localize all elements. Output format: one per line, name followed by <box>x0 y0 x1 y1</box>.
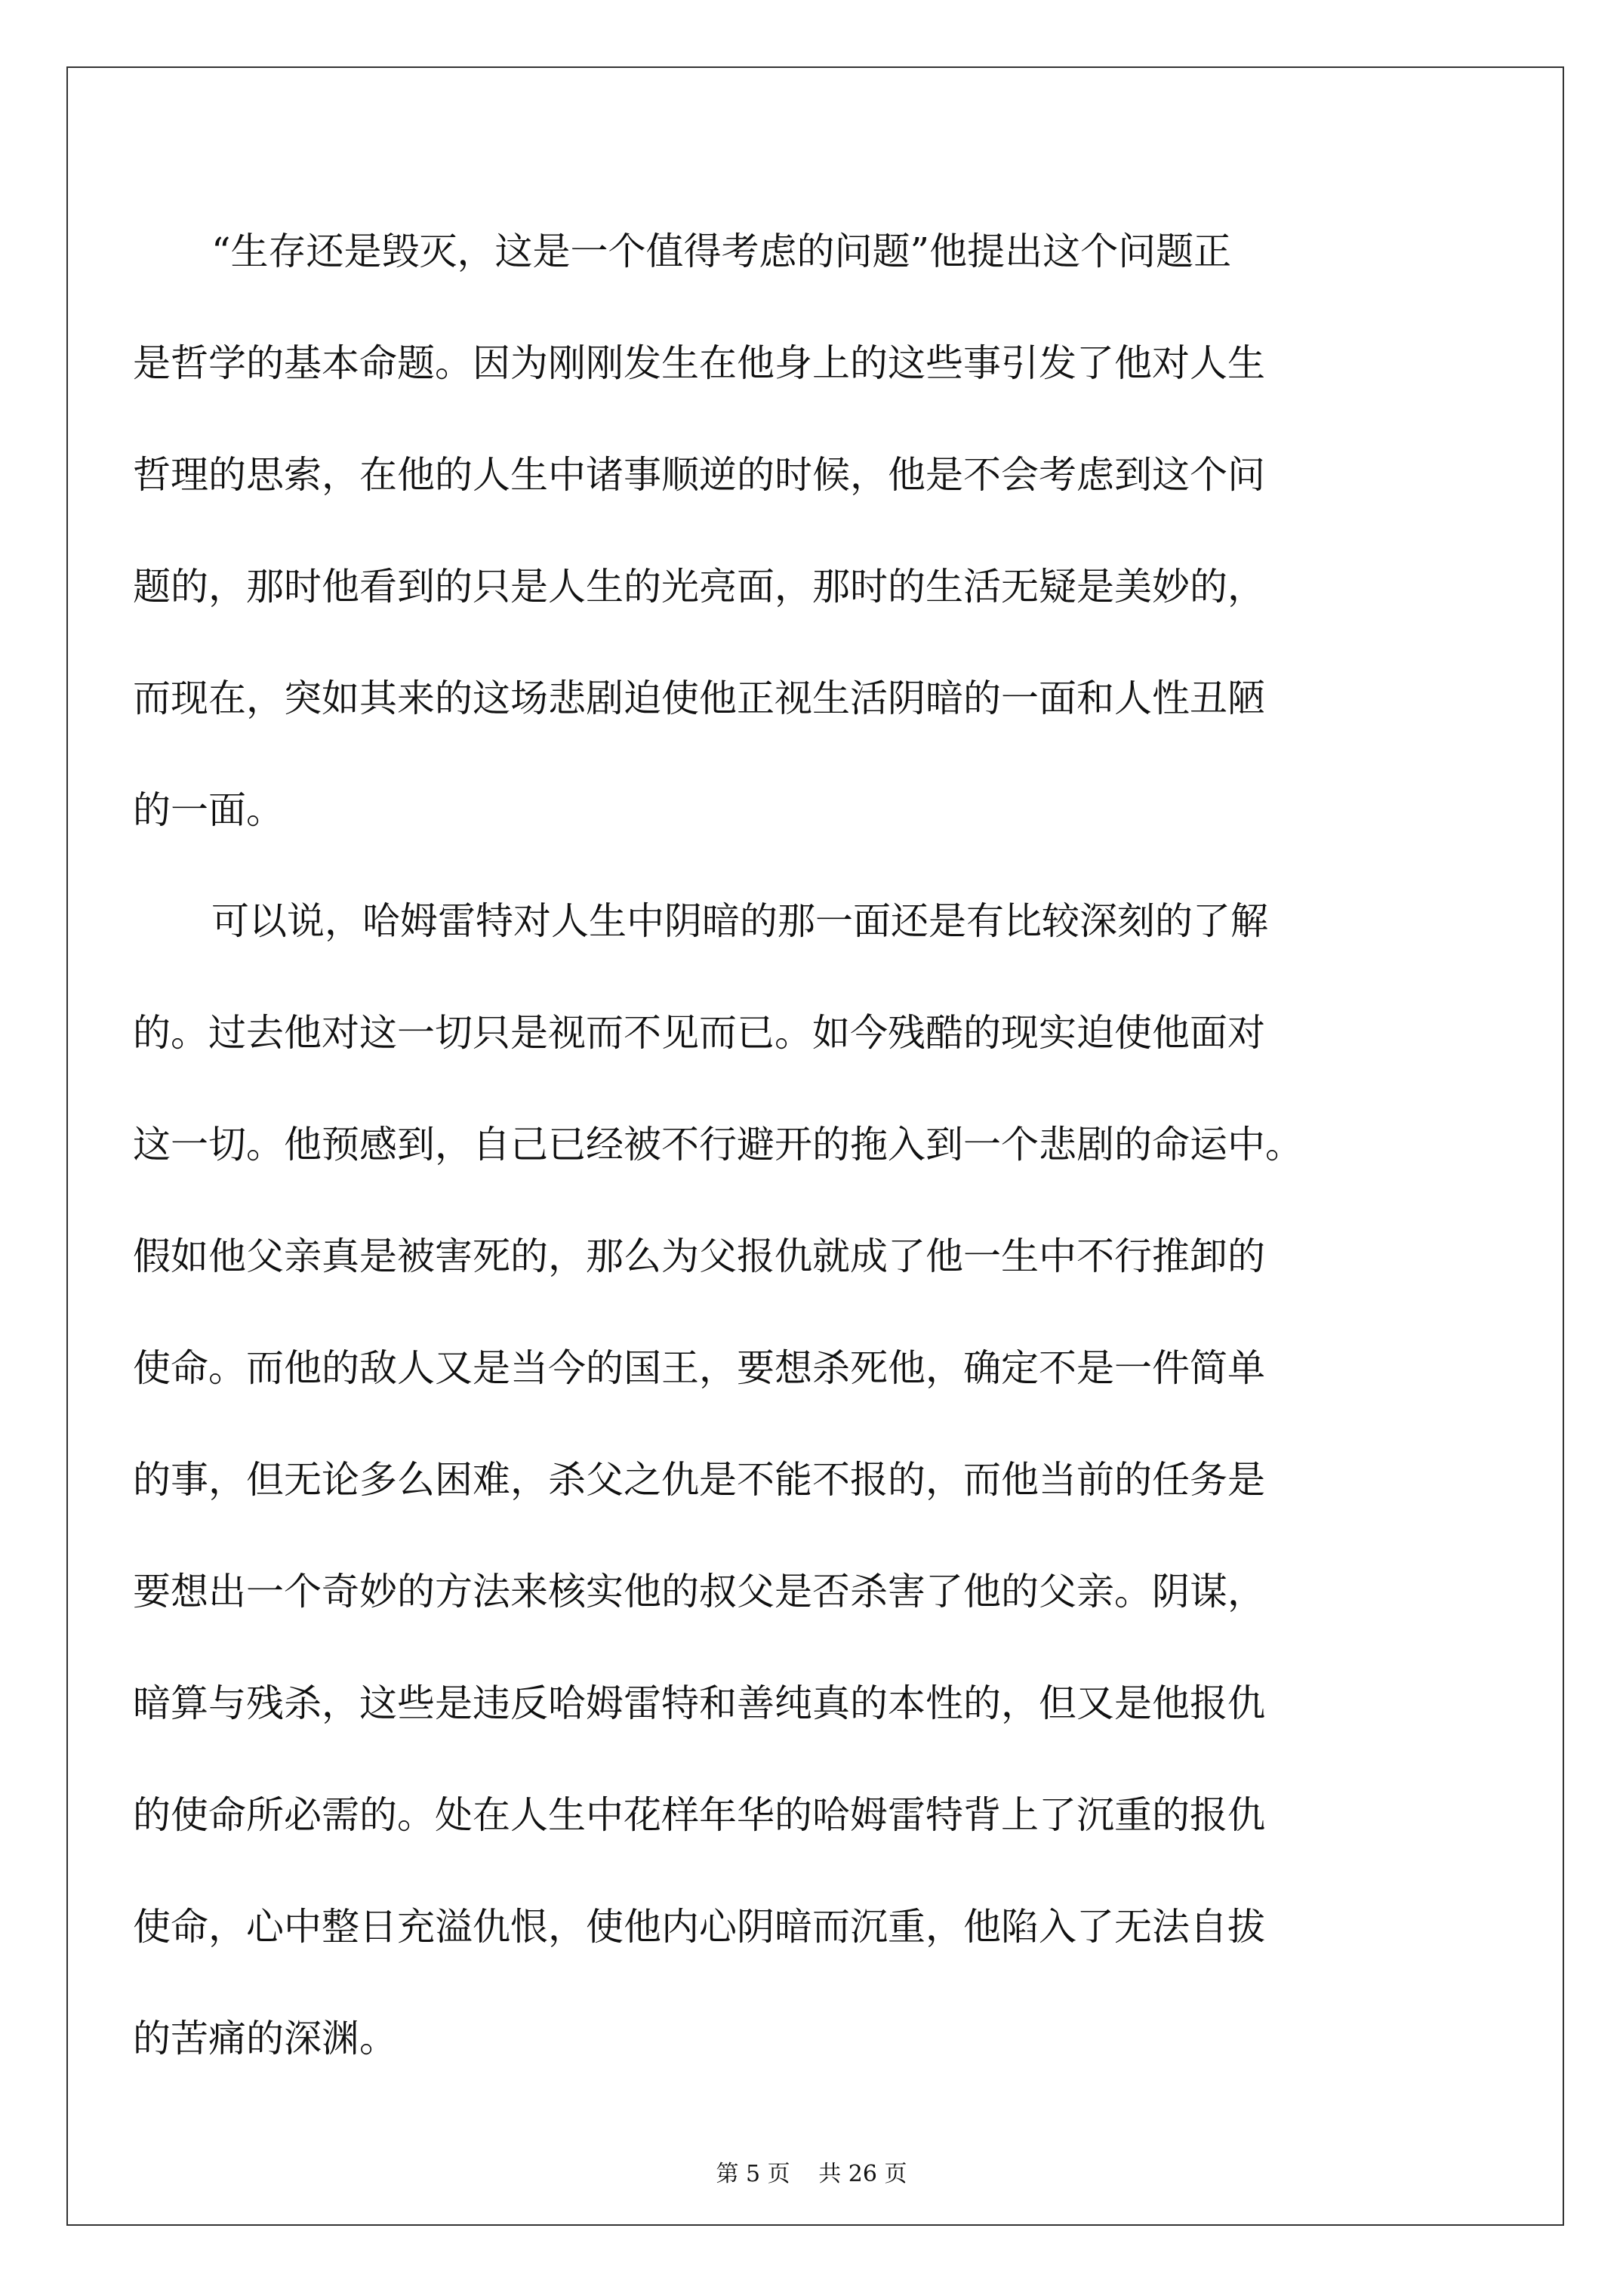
text-line: 假如他父亲真是被害死的，那么为父报仇就成了他一生中不行推卸的 <box>133 1234 1265 1278</box>
text-line: 暗算与残杀，这些是违反哈姆雷特和善纯真的本性的，但又是他报仇 <box>133 1681 1265 1725</box>
total-pages: 共 26 页 <box>818 2161 907 2187</box>
text-line: 是哲学的基本命题。因为刚刚发生在他身上的这些事引发了他对人生 <box>133 341 1265 385</box>
text-line: 而现在，突如其来的这场悲剧迫使他正视生活阴暗的一面和人性丑陋 <box>133 676 1265 720</box>
text-line: 的一面。 <box>133 788 284 832</box>
page-number: 第 5 页 <box>716 2161 790 2187</box>
text-line: 使命，心中整日充溢仇恨，使他内心阴暗而沉重，他陷入了无法自拔 <box>133 1905 1265 1949</box>
text-line: “生存还是毁灭，这是一个值得考虑的问题”他提出这个问题正 <box>211 230 1232 273</box>
text-line: 的使命所必需的。处在人生中花样年华的哈姆雷特背上了沉重的报仇 <box>133 1793 1265 1837</box>
text-line: 这一切。他预感到，自己已经被不行避开的拖入到一个悲剧的命运中。 <box>133 1123 1303 1166</box>
text-line: 可以说，哈姆雷特对人生中阴暗的那一面还是有比较深刻的了解 <box>211 899 1268 943</box>
text-line: 的事，但无论多么困难，杀父之仇是不能不报的，而他当前的任务是 <box>133 1458 1265 1502</box>
text-line: 哲理的思索，在他的人生中诸事顺逆的时候，他是不会考虑到这个问 <box>133 453 1265 497</box>
text-line: 使命。而他的敌人又是当今的国王，要想杀死他，确定不是一件简单 <box>133 1346 1265 1390</box>
text-line: 要想出一个奇妙的方法来核实他的叔父是否杀害了他的父亲。阴谋， <box>133 1570 1265 1613</box>
text-line: 的苦痛的深渊。 <box>133 2017 397 2060</box>
text-line: 题的，那时他看到的只是人生的光亮面，那时的生活无疑是美妙的， <box>133 565 1265 609</box>
page-footer <box>0 2155 1623 2188</box>
text-line: 的。过去他对这一切只是视而不见而已。如今残酷的现实迫使他面对 <box>133 1011 1265 1055</box>
